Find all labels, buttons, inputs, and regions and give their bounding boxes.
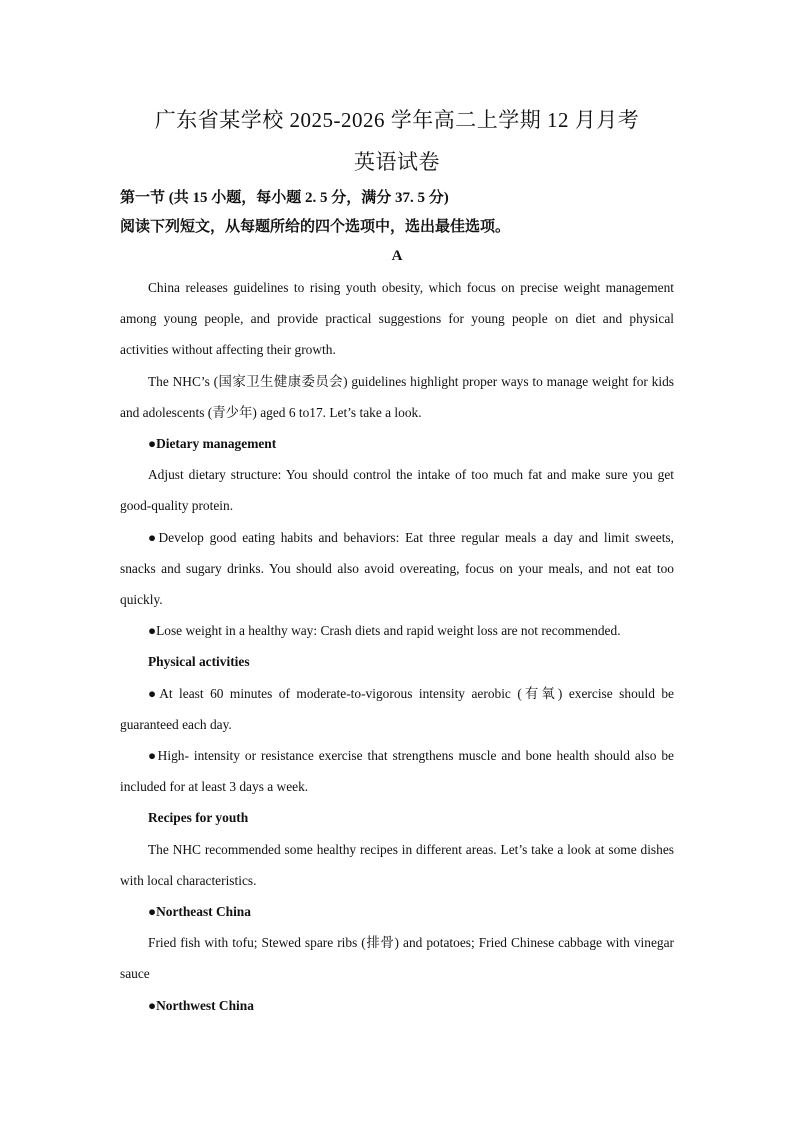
- passage-subheading: Recipes for youth: [148, 810, 249, 826]
- passage-paragraph: Adjust dietary structure: You should control the intake of too much fat and make sure you get good-quality protein.: [120, 467, 674, 514]
- passage-paragraph: ●At least 60 minutes of moderate-to-vigorous intensity aerobic (有氧) exercise should be guaranteed each day.: [120, 685, 674, 732]
- passage-subheading: ●Dietary management: [148, 436, 277, 452]
- passage-letter: A: [391, 248, 403, 264]
- passage-paragraph: ●Develop good eating habits and behaviors: Eat three regular meals a day and limit sweets, snacks and sugary drinks. You should also avoid overeating, focus on your meals, and not eat too quickly.: [120, 529, 674, 608]
- passage-subheading: Physical activities: [148, 654, 250, 670]
- exam-subtitle: 英语试卷: [354, 150, 440, 174]
- exam-title: 广东省某学校 2025-2026 学年高二上学期 12 月月考: [154, 108, 640, 132]
- passage-subheading: ●Northwest China: [148, 997, 254, 1013]
- passage-paragraph: The NHC’s (国家卫生健康委员会) guidelines highlight proper ways to manage weight for kids and adolescents (青少年) aged 6 to17. Let’s take a look.: [120, 373, 674, 420]
- section-heading: 第一节 (共 15 小题，每小题 2. 5 分，满分 37. 5 分): [120, 190, 449, 206]
- passage-subheading: ●Northeast China: [148, 904, 251, 920]
- passage-paragraph: The NHC recommended some healthy recipes in different areas. Let’s take a look at some dishes with local characteristics.: [120, 841, 674, 888]
- passage-paragraph: Fried fish with tofu; Stewed spare ribs (排骨) and potatoes; Fried Chinese cabbage with vinegar sauce: [120, 935, 674, 982]
- passage-body: [120, 272, 674, 1021]
- passage-paragraph: China releases guidelines to rising youth obesity, which focus on precise weight management among young people, and provide practical suggestions for young people on diet and physical activities without affecting their growth.: [120, 280, 674, 358]
- section-instruction: 阅读下列短文，从每题所给的四个选项中，选出最佳选项。: [120, 219, 511, 235]
- passage-paragraph: ●Lose weight in a healthy way: Crash diets and rapid weight loss are not recommended.: [148, 623, 621, 639]
- passage-paragraph: ●High- intensity or resistance exercise that strengthens muscle and bone health should also be included for at least 3 days a week.: [120, 748, 674, 795]
